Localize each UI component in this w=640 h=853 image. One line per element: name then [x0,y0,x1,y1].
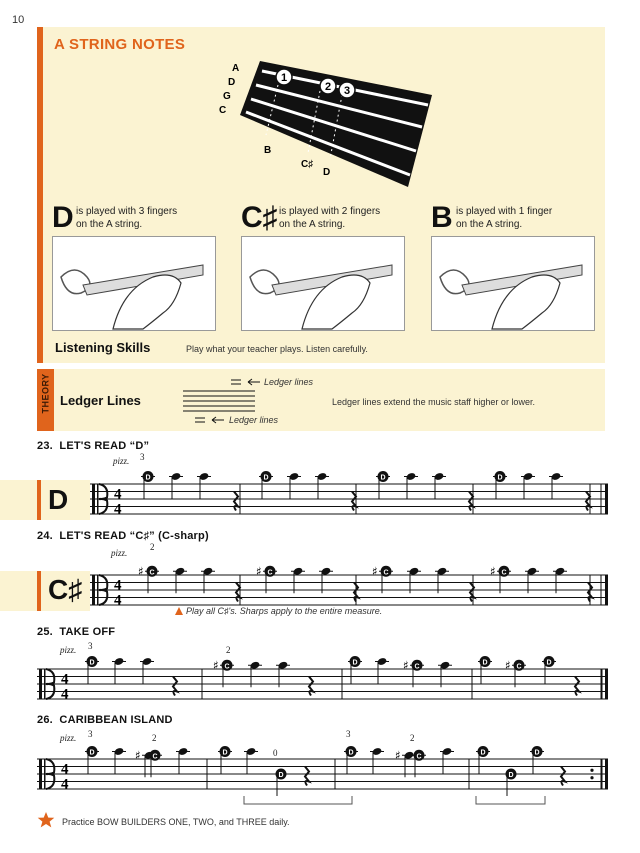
exercise-23-title: 23. LET'S READ “D” [37,440,150,452]
violin-hand-photo-d [52,236,216,331]
note-name-label: D [89,749,95,757]
note-name-label: C [516,663,522,671]
ledger-lines-description: Ledger lines extend the music staff higher or lower. [332,397,535,407]
finger-2: 2 [324,81,332,93]
time-signature-top: 4 [114,486,122,503]
note-name-label: C [414,663,420,671]
sharp-icon: ♯ [505,658,511,673]
pizz-marking: pizz. [113,456,130,466]
sharp-icon: ♯ [135,748,141,763]
note-b-desc: is played with 1 finger on the A string. [456,206,553,230]
time-signature-top: 4 [61,671,69,688]
alto-clef-icon [46,669,54,699]
alto-clef-icon [46,759,54,789]
string-label-a: A [232,63,240,74]
fingering: 3 [88,641,93,651]
note-label-csharp: C♯ [301,159,314,170]
final-barline [605,484,608,514]
fingering: 2 [152,733,157,743]
ledger-label-top: Ledger lines [264,377,314,387]
note-name-label: D [222,749,228,757]
sharp-icon: ♯ [490,564,496,579]
listening-skills-title: Listening Skills [55,340,151,355]
sharp-icon: ♯ [138,564,144,579]
note-name-label: D [263,474,269,482]
time-signature-top: 4 [61,761,69,778]
alto-clef-icon [97,484,99,514]
string-label-d: D [228,77,236,88]
alto-clef-icon [97,575,99,605]
exercise-24-title: 24. LET'S READ “C♯” (C-sharp) [37,530,209,542]
note-name-label: D [352,659,358,667]
violin-hand-photo-b [431,236,595,331]
alto-clef-icon [92,575,95,605]
exercise-26-staff [37,748,610,793]
pizz-marking: pizz. [60,733,77,743]
star-icon [37,811,55,829]
final-barline [605,669,608,699]
note-name-label: D [348,749,354,757]
quarter-rest-icon [173,677,177,696]
note-name-label: C [267,569,273,577]
arrow-left-icon [208,416,226,424]
exercise-24-tab-accent [37,571,41,611]
exercise-23-side-letter: D [48,484,69,515]
sharp-instruction: Play all C♯'s. Sharps apply to the entire measure. [186,606,383,616]
note-name-label: D [482,659,488,667]
fingering: 0 [273,748,278,758]
listening-skills-text: Play what your teacher plays. Listen carefully. [186,344,368,354]
time-signature-bottom: 4 [61,776,69,793]
finger-1: 1 [280,72,288,84]
fingerboard-diagram [210,55,440,190]
repeat-dot [590,769,593,772]
note-name-label: D [508,772,514,779]
fingering: 3 [346,729,351,739]
quarter-rest-icon [575,677,579,696]
note-label-d: D [323,167,331,178]
fingering: 2 [150,542,155,552]
note-name-label: C [416,753,422,761]
note-name-label: D [497,474,503,482]
theory-tab-label: THEORY [40,373,51,414]
quarter-rest-icon [352,492,356,511]
exercise-24-staff [90,564,610,609]
quarter-rest-icon [309,677,313,696]
section-title: A STRING NOTES [54,36,186,53]
final-barline [605,575,608,605]
pizz-marking: pizz. [60,645,77,655]
sharp-icon: ♯ [256,564,262,579]
finger-3: 3 [343,85,351,97]
note-name-label: D [480,749,486,757]
quarter-rest-icon [234,492,238,511]
note-name-label: D [534,749,540,757]
quarter-rest-icon [305,767,309,786]
exercise-24-side-letter: C♯ [48,574,83,605]
note-name-label: D [89,659,95,667]
time-signature-bottom: 4 [61,686,69,703]
fingering: 2 [410,733,415,743]
repeat-dot [590,776,593,779]
note-csharp-desc: is played with 2 fingers on the A string. [279,206,381,230]
note-name-label: C [224,663,230,671]
alto-clef-icon [92,484,95,514]
note-name-label: D [380,474,386,482]
note-name-label: D [145,474,151,482]
footer-practice-note: Practice BOW BUILDERS ONE, TWO, and THREE daily. [62,817,290,827]
arrow-left-icon [244,378,262,386]
panel-accent-bar [37,27,43,363]
sharp-icon: ♯ [403,658,409,673]
final-barline [605,759,608,789]
exercise-23-tab-accent [37,480,41,520]
time-signature-bottom: 4 [114,592,122,609]
alto-clef-icon [39,669,42,699]
alto-clef-icon [39,759,42,789]
caution-triangle-icon [175,607,183,615]
exercise-23-staff [90,474,610,518]
note-d-desc: is played with 3 fingers on the A string. [76,206,178,230]
ledger-label-bottom: Ledger lines [229,415,279,425]
fingering: 3 [88,729,93,739]
note-name-label: D [546,659,552,667]
exercise-26-title: 26. CARIBBEAN ISLAND [37,714,173,726]
alto-clef-icon [99,484,107,514]
alto-clef-icon [44,669,46,699]
quarter-rest-icon [561,767,565,786]
time-signature-top: 4 [114,577,122,594]
string-label-c: C [219,105,227,116]
note-name-label: C [152,753,158,761]
fingering: 3 [140,452,145,462]
note-name-label: D [278,772,284,779]
exercise-25-title: 25. TAKE OFF [37,626,116,638]
page-number: 10 [12,14,25,26]
quarter-rest-icon [586,492,590,511]
sharp-icon: ♯ [213,658,219,673]
string-label-g: G [223,91,231,102]
time-signature-bottom: 4 [114,501,122,518]
note-d-letter: D [52,201,74,234]
note-csharp-letter: C♯ [241,201,278,234]
alto-clef-icon [99,575,107,605]
quarter-rest-icon [469,492,473,511]
note-name-label: C [501,569,507,577]
note-label-b: B [264,145,272,156]
fingering: 2 [226,645,231,655]
ledger-lines-title: Ledger Lines [60,393,141,408]
exercise-23-note-tab [0,480,90,520]
alto-clef-icon [44,759,46,789]
quarter-rest-icon [236,583,240,602]
phrase-brackets [240,794,560,808]
note-name-label: C [149,569,155,577]
sharp-icon: ♯ [395,748,401,763]
pizz-marking: pizz. [111,548,128,558]
note-name-label: C [383,569,389,577]
violin-hand-photo-csharp [241,236,405,331]
exercise-25-staff [37,658,610,703]
sharp-icon: ♯ [372,564,378,579]
note-b-letter: B [431,201,453,234]
